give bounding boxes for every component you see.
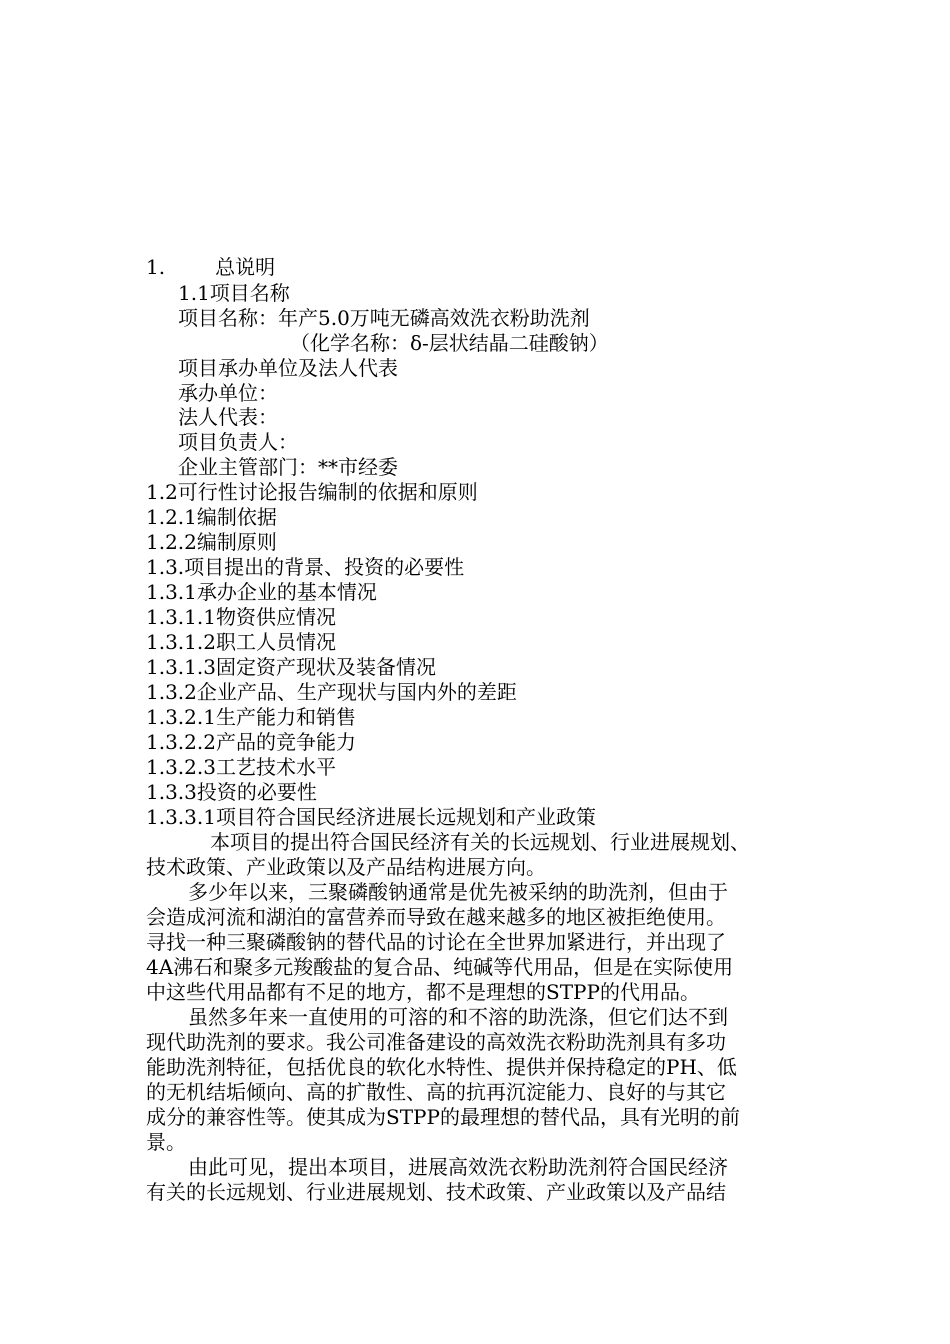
chemical-name: （化学名称：δ-层状结晶二硅酸钠） — [290, 331, 609, 355]
toc-item: 1.3.2.2产品的竞争能力 — [146, 730, 356, 754]
toc-item: 1.2可行性讨论报告编制的依据和原则 — [146, 480, 478, 504]
paragraph-3-line: 成分的兼容性等。使其成为STPP的最理想的替代品，具有光明的前 — [146, 1105, 740, 1129]
paragraph-3-line: 景。 — [146, 1130, 186, 1154]
toc-item: 1.3.2.1生产能力和销售 — [146, 705, 356, 729]
subsection-1-1: 1.1项目名称 — [178, 281, 290, 305]
paragraph-2-line: 中这些代用品都有不足的地方，都不是理想的STPP的代用品。 — [146, 980, 700, 1004]
org-unit: 承办单位： — [178, 381, 278, 405]
paragraph-2-line: 会造成河流和湖泊的富营养而导致在越来越多的地区被拒绝使用。 — [146, 905, 726, 929]
toc-item: 1.3.3投资的必要性 — [146, 780, 317, 804]
toc-item: 1.3.2企业产品、生产现状与国内外的差距 — [146, 680, 517, 704]
paragraph-3-line: 的无机结垢倾向、高的扩散性、高的抗再沉淀能力、良好的与其它 — [146, 1080, 726, 1104]
paragraph-2-line: 4A沸石和聚多元羧酸盐的复合品、纯碱等代用品，但是在实际使用 — [146, 955, 734, 979]
toc-item: 1.3.项目提出的背景、投资的必要性 — [146, 555, 465, 579]
paragraph-2-line: 多少年以来，三聚磷酸钠通常是优先被采纳的助洗剂，但由于 — [188, 880, 728, 904]
paragraph-1-line: 技术政策、产业政策以及产品结构进展方向。 — [146, 855, 546, 879]
paragraph-3-line: 能助洗剂特征，包括优良的软化水特性、提供并保持稳定的PH、低 — [146, 1055, 737, 1079]
toc-item: 1.2.1编制依据 — [146, 505, 277, 529]
paragraph-4-line: 有关的长远规划、行业进展规划、技术政策、产业政策以及产品结 — [146, 1180, 726, 1204]
paragraph-3-line: 虽然多年来一直使用的可溶的和不溶的助洗涤，但它们达不到 — [188, 1005, 728, 1029]
toc-item: 1.3.1承办企业的基本情况 — [146, 580, 377, 604]
toc-item: 1.3.3.1项目符合国民经济进展长远规划和产业政策 — [146, 805, 596, 829]
paragraph-2-line: 寻找一种三聚磷酸钠的替代品的讨论在全世界加紧进行，并出现了 — [146, 930, 726, 954]
paragraph-3-line: 现代助洗剂的要求。我公司准备建设的高效洗衣粉助洗剂具有多功 — [146, 1030, 726, 1054]
legal-representative: 法人代表： — [178, 405, 278, 429]
supervising-department: 企业主管部门：**市经委 — [178, 455, 398, 479]
section-1-heading — [146, 255, 275, 279]
org-title: 项目承办单位及法人代表 — [178, 356, 398, 380]
section-title: 总说明 — [215, 255, 276, 279]
project-name: 项目名称：年产5.0万吨无磷高效洗衣粉助洗剂 — [178, 306, 590, 330]
project-leader: 项目负责人： — [178, 430, 298, 454]
paragraph-1-line: 本项目的提出符合国民经济有关的长远规划、行业进展规划、 — [210, 830, 750, 854]
toc-item: 1.3.2.3工艺技术水平 — [146, 755, 336, 779]
toc-item: 1.3.1.1物资供应情况 — [146, 605, 336, 629]
toc-item: 1.3.1.3固定资产现状及装备情况 — [146, 655, 436, 679]
toc-item: 1.2.2编制原则 — [146, 530, 277, 554]
paragraph-4-line: 由此可见，提出本项目，进展高效洗衣粉助洗剂符合国民经济 — [188, 1155, 728, 1179]
section-number: 1. — [146, 255, 166, 279]
toc-item: 1.3.1.2职工人员情况 — [146, 630, 336, 654]
